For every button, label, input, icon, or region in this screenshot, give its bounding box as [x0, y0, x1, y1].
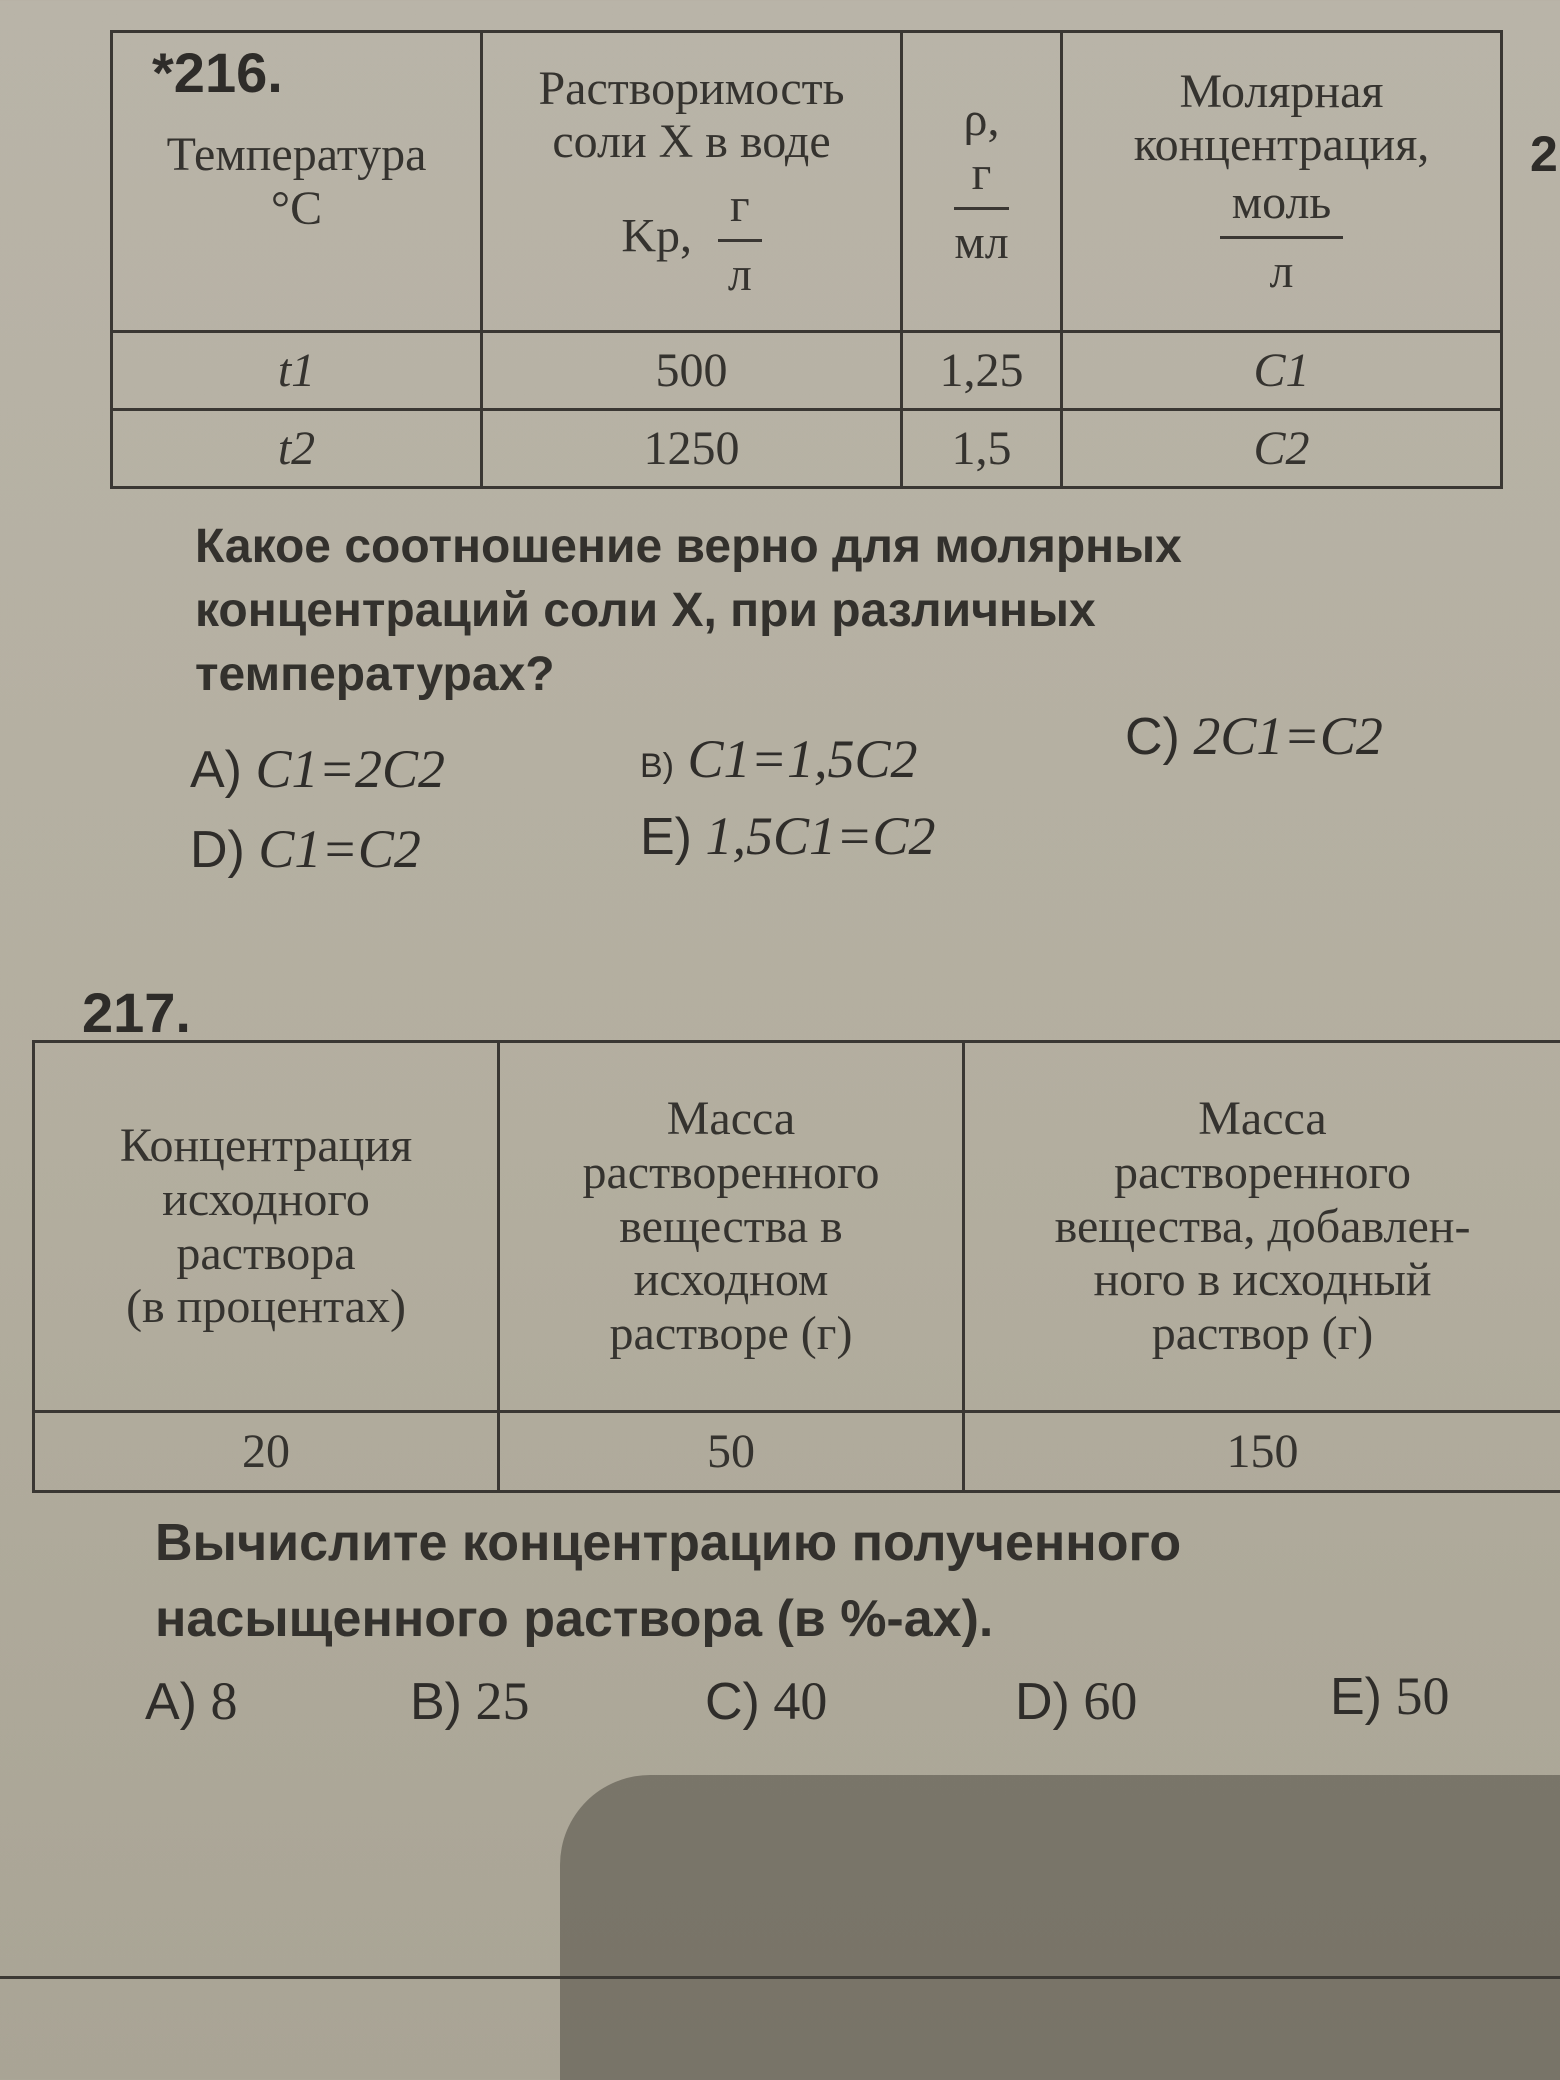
answer-option-b[interactable] [640, 728, 917, 790]
answer-option-d[interactable] [190, 818, 421, 880]
option-label: C) [705, 1673, 760, 1731]
molar-unit-fraction [1220, 176, 1344, 299]
solubility-symbol: Kp, [621, 209, 692, 263]
option-value: 8 [210, 1671, 238, 1731]
table-header-row [112, 32, 1502, 332]
value-initial-concentration: 20 [34, 1412, 499, 1492]
header-solubility [482, 32, 902, 332]
molar-unit-denominator: л [1269, 244, 1294, 298]
density-unit-denominator: мл [954, 215, 1009, 269]
option-value: C1=C2 [258, 819, 421, 879]
header-added-solute-mass: Масса растворенного вещества, добавлен- ного в исходный раствор (г) [964, 1042, 1560, 1412]
table-row [112, 410, 1502, 488]
solubility-unit-numerator: г [718, 179, 762, 242]
row1-solubility: 500 [482, 332, 902, 410]
question-line: концентраций соли X, при различных [195, 584, 1096, 637]
density-symbol: ρ, [963, 93, 1000, 147]
header-solubility-line2: соли X в воде [552, 115, 831, 169]
solubility-unit-denominator: л [727, 247, 752, 301]
problem-217-table [32, 1040, 1560, 1493]
problem-217-number: 217. [82, 981, 191, 1044]
header-molar-line1: Молярная [1179, 64, 1384, 118]
question-line: насыщенного раствора (в %-ах). [155, 1590, 994, 1648]
option-value: 50 [1395, 1666, 1450, 1726]
option-label: D) [1015, 1673, 1070, 1731]
option-value: 2C1=C2 [1193, 706, 1383, 766]
option-label: E) [1330, 1668, 1382, 1726]
hand-shadow [560, 1775, 1560, 2080]
table-header-row [34, 1042, 1560, 1412]
problem-217-question [155, 1505, 1405, 1657]
answer-option-e[interactable] [1330, 1665, 1450, 1727]
density-unit-numerator: г [954, 147, 1008, 210]
row2-temperature: t2 [112, 410, 482, 488]
row1-density: 1,25 [902, 332, 1062, 410]
option-value: C1=2C2 [255, 739, 445, 799]
value-added-solute-mass: 150 [964, 1412, 1560, 1492]
option-label: E) [640, 808, 692, 866]
row1-temperature: t1 [112, 332, 482, 410]
option-label: C) [1125, 708, 1180, 766]
problem-216-table [110, 30, 1503, 489]
header-temperature-label: Температура [166, 127, 427, 181]
header-density [902, 32, 1062, 332]
molar-unit-numerator: моль [1220, 176, 1344, 239]
question-line: Какое соотношение верно для молярных [195, 520, 1182, 573]
problem-216-question [195, 515, 1395, 707]
option-value: 1,5C1=C2 [705, 806, 936, 866]
option-label: D) [190, 821, 245, 879]
option-value: C1=1,5C2 [687, 729, 918, 789]
row2-solubility: 1250 [482, 410, 902, 488]
option-value: 40 [773, 1671, 828, 1731]
header-molar-line2: концентрация, [1133, 118, 1430, 172]
density-unit-fraction [954, 147, 1008, 270]
header-temperature-unit: °C [270, 181, 323, 235]
header-solubility-line1: Растворимость [538, 61, 845, 115]
row2-density: 1,5 [902, 410, 1062, 488]
option-label: B) [410, 1673, 462, 1731]
header-initial-solute-mass: Масса растворенного вещества в исходном растворе (г) [499, 1042, 964, 1412]
adjacent-column-number: 2 [1530, 126, 1558, 182]
option-label: A) [190, 741, 242, 799]
answer-option-b[interactable] [410, 1670, 530, 1732]
option-label: A) [145, 1673, 197, 1731]
answer-option-c[interactable] [705, 1670, 827, 1732]
answer-option-d[interactable] [1015, 1670, 1137, 1732]
answer-option-e[interactable] [640, 805, 935, 867]
header-initial-concentration: Концентрация исходного раствора (в процентах) [34, 1042, 499, 1412]
header-molar-concentration [1062, 32, 1502, 332]
question-line: Вычислите концентрацию полученного [155, 1514, 1182, 1572]
question-line: температурах? [195, 648, 555, 701]
option-label: B) [640, 747, 674, 785]
problem-216-number: *216. [152, 41, 283, 104]
option-value: 25 [475, 1671, 530, 1731]
answer-option-a[interactable] [190, 738, 445, 800]
table-row [34, 1412, 1560, 1492]
table-row [112, 332, 1502, 410]
solubility-unit-fraction [718, 179, 762, 302]
answer-option-a[interactable] [145, 1670, 238, 1732]
row1-concentration: C1 [1062, 332, 1502, 410]
option-value: 60 [1083, 1671, 1138, 1731]
page-divider-line [0, 1976, 1560, 1979]
value-initial-solute-mass: 50 [499, 1412, 964, 1492]
header-temperature [112, 32, 482, 332]
answer-option-c[interactable] [1125, 705, 1383, 767]
row2-concentration: C2 [1062, 410, 1502, 488]
